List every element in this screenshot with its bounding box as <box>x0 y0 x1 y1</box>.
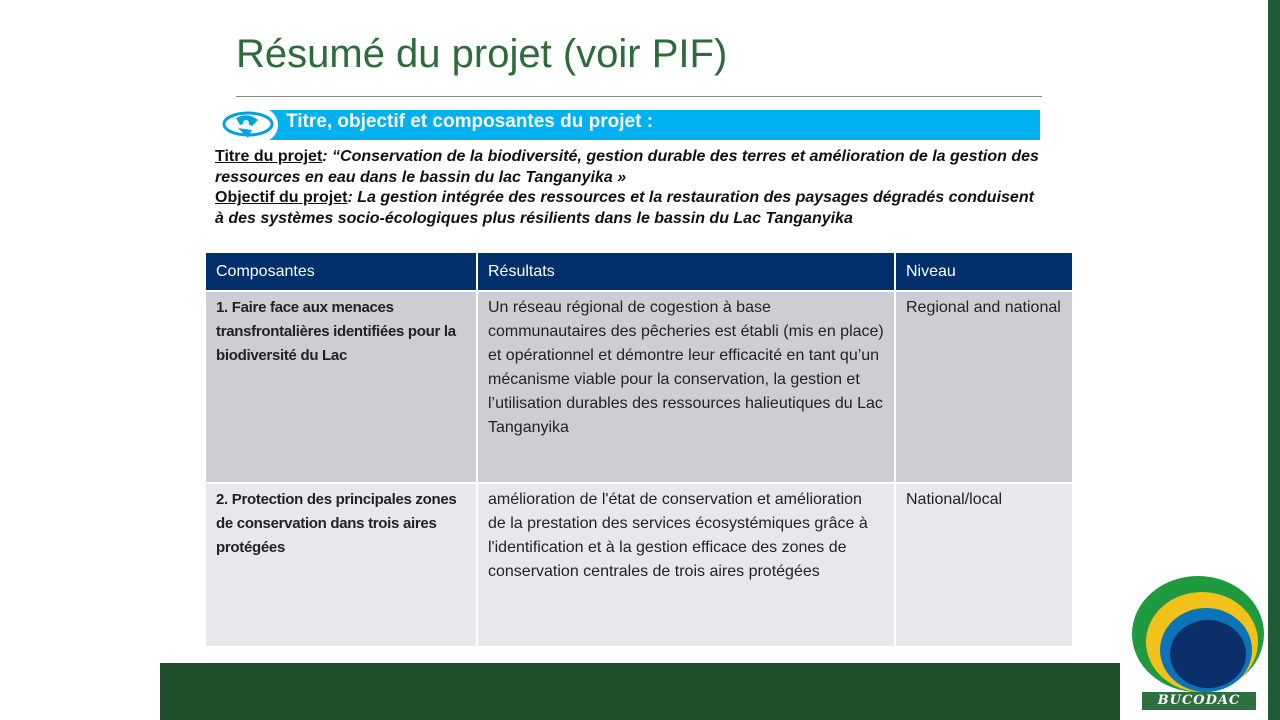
banner-icon-holder <box>216 108 278 142</box>
project-summary <box>215 147 1045 249</box>
table-row <box>205 483 1073 647</box>
header-composantes: Composantes <box>205 252 477 291</box>
title-divider <box>236 96 1042 97</box>
section-heading: Titre, objectif et composantes du projet : <box>286 111 654 132</box>
component-text: 2. Protection des principales zones de conservation dans trois aires protégées <box>216 491 457 556</box>
result-cell: Un réseau régional de cogestion à base communautaires des pêcheries est établi (mis en place) et opérationnel et démontre leur efficacité en tant qu’un mécanisme viable pour la conservation, la gestion et l’utilisation durables des ressources halieutiques du Lac Tanganyika <box>477 291 895 483</box>
right-edge-bar <box>1268 0 1280 720</box>
project-title-value: : “Conservation de la biodiversité, gestion durable des terres et amélioration de la gestion des ressources en eau dans le bassin du lac Tanganyika » <box>215 148 1039 186</box>
component-cell <box>205 291 477 483</box>
table-header-row <box>205 252 1073 291</box>
level-cell: Regional and national <box>895 291 1073 483</box>
result-cell: amélioration de l'état de conservation et amélioration de la prestation des services écosystémiques grâce à l'identification et à la gestion efficace des zones de conservation centrales de trois aires protégées <box>477 483 895 647</box>
table-row <box>205 291 1073 483</box>
logo-text: BUCODAC <box>1142 692 1256 710</box>
component-cell <box>205 483 477 647</box>
slide-title: Résumé du projet (voir PIF) <box>236 32 728 76</box>
objective-value: : La gestion intégrée des ressources et la restauration des paysages dégradés conduisent à des systèmes socio-écologiques plus résilients dans le bassin du Lac Tanganyika <box>215 189 1034 227</box>
footer-band <box>160 663 1120 720</box>
components-table <box>204 251 1074 648</box>
lightbulb-icon <box>218 110 276 140</box>
project-title-label: Titre du projet <box>215 148 323 165</box>
header-niveau: Niveau <box>895 252 1073 291</box>
header-resultats: Résultats <box>477 252 895 291</box>
component-text: 1. Faire face aux menaces transfrontalières identifiées pour la biodiversité du Lac <box>216 299 456 364</box>
level-cell: National/local <box>895 483 1073 647</box>
objective-label: Objectif du projet <box>215 189 348 206</box>
